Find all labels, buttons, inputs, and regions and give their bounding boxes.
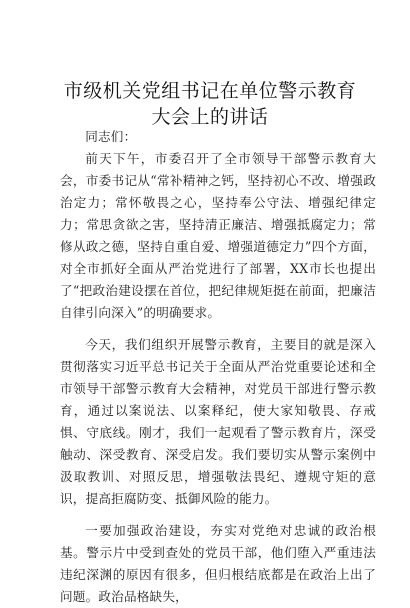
paragraph-gap [60,510,376,520]
paragraph-3: 一要加强政治建设，夯实对党绝对忠诚的政治根基。警示片中受到查处的党员干部，他们堕入严重违法违纪深渊的原因有很多，但归根结底都是在政治上出了问题。政治品格缺失， [60,523,376,604]
paragraph-2: 今天，我们组织开展警示教育，主要目的就是深入贯彻落实习近平总书记关于全面从严治党重要论述和全市领导干部警示教育大会精神，对党员干部进行警示教育，通过以案说法、以案释纪，使大家知敬畏、存戒惧、守底线。刚才，我们一起观看了警示教育片，深受触动、深受教育、深受启发。我们要切实从警示案例中汲取教训、对照反思，增强敬法畏纪、遵规守矩的意识，提高拒腐防变、抵御风险的能力。 [60,337,376,506]
paragraph-gap [60,324,376,334]
salutation: 同志们： [85,129,137,144]
paragraph-1: 前天下午，市委召开了全市领导干部警示教育大会，市委书记从“常补精神之钙，坚持初心不改、增强政治定力；常怀敬畏之心，坚持奉公守法、增强纪律定力；常思贪欲之害，坚持清正廉洁、增强抵腐定力；常修从政之德，坚持自重自爱、增强道德定力”四个方面，对全市抓好全面从严治党进行了部署，XX市长也提出了“把政治建设摆在首位，把纪律规矩挺在前面，把廉洁自律引向深入”的明确要求。 [60,151,376,320]
document-title: 市级机关党组书记在单位警示教育大会上的讲话 [63,80,357,128]
document-body [60,126,376,608]
